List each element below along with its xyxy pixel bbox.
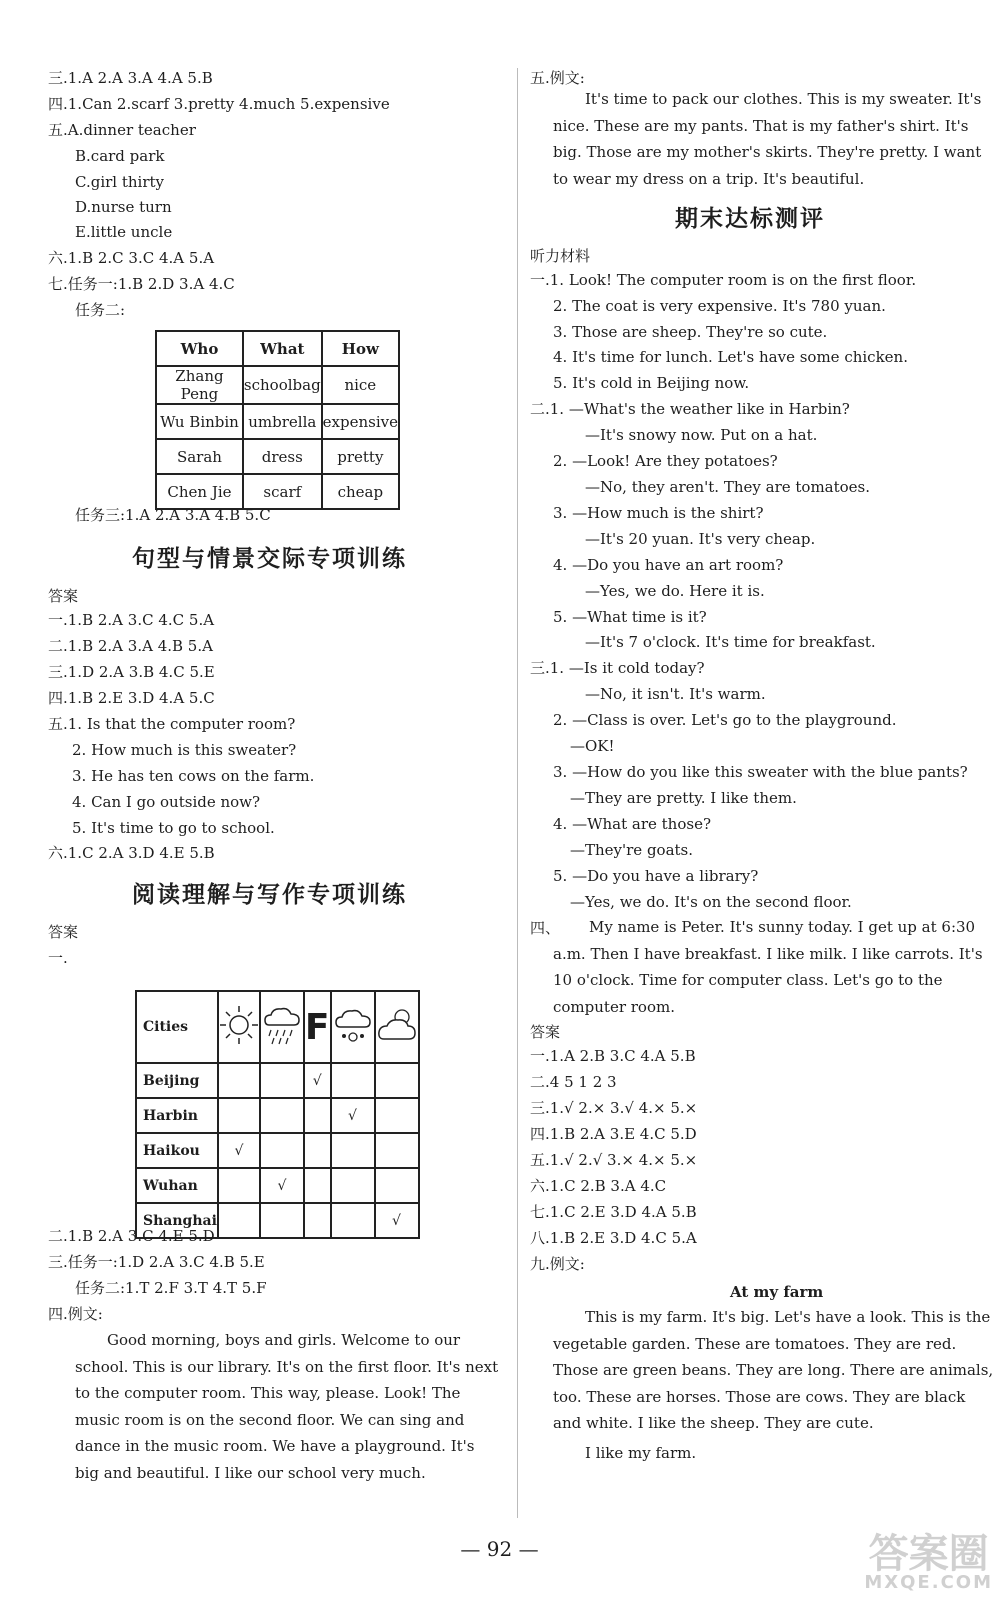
listening-line: 3. Those are sheep. They're so cute. (553, 323, 828, 341)
listening-line: 二.1. —What's the weather like in Harbin? (530, 400, 850, 418)
listening-line: —No, it isn't. It's warm. (585, 685, 766, 703)
listening-line: 4. —Do you have an art room? (553, 556, 784, 574)
answer-line: 四.1.B 2.A 3.E 4.C 5.D (530, 1125, 697, 1143)
city-name: Harbin (136, 1098, 218, 1133)
listening-line: 2. —Look! Are they potatoes? (553, 452, 778, 470)
cities-header: Cities (136, 991, 218, 1063)
table-header: What (243, 331, 322, 366)
check-cell (304, 1098, 331, 1133)
table-cell: dress (243, 439, 322, 474)
listening-paragraph: My name is Peter. It's sunny today. I get up at 6:30 a.m. Then I have breakfast. I like milk. I like carrots. It's 10 o'clock. Time for computer class. Let's go to the computer room. (553, 918, 983, 1016)
check-cell (260, 1203, 304, 1238)
answer-line: 四.例文: (48, 1305, 103, 1323)
listening-line: —They're goats. (570, 841, 694, 859)
check-cell (260, 1098, 304, 1133)
check-cell (375, 1098, 419, 1133)
answer-label: 答案 (48, 587, 79, 605)
check-cell (304, 1168, 331, 1203)
answer-label: 答案 (48, 923, 79, 941)
answer-label: 答案 (530, 1023, 561, 1041)
listening-line: 3. —How much is the shirt? (553, 504, 764, 522)
table-cell: Chen Jie (156, 474, 243, 509)
listening-line: 3. —How do you like this sweater with the blue pants? (553, 763, 968, 781)
check-cell (218, 1203, 260, 1238)
check-cell (218, 1168, 260, 1203)
answer-line: 五.1.√ 2.√ 3.× 4.× 5.× (530, 1151, 698, 1169)
snowy-icon (331, 991, 375, 1063)
answer-line: 任务二:1.T 2.F 3.T 4.T 5.F (75, 1279, 267, 1297)
listening-line: 一.1. Look! The computer room is on the first floor. (530, 271, 917, 289)
answer-line: 任务二: (75, 301, 126, 319)
table-header: Who (156, 331, 243, 366)
answer-line: 一. (48, 949, 68, 967)
section-title: 阅读理解与写作专项训练 (132, 882, 407, 908)
listening-line: 5. —Do you have a library? (553, 867, 759, 885)
check-cell (218, 1098, 260, 1133)
answer-line: 二.1.B 2.A 3.C 4.E 5.D (48, 1227, 215, 1245)
listening-line: 4. —What are those? (553, 815, 711, 833)
check-cell (331, 1133, 375, 1168)
answer-line: 七.1.C 2.E 3.D 4.A 5.B (530, 1203, 697, 1221)
table-cell: scarf (243, 474, 322, 509)
listening-line: —They are pretty. I like them. (570, 789, 797, 807)
section-title: 期末达标测评 (675, 206, 825, 232)
answer-line: 七.任务一:1.B 2.D 3.A 4.C (48, 275, 235, 293)
answer-line: 六.1.B 2.C 3.C 4.A 5.A (48, 249, 215, 267)
listening-line: —Yes, we do. It's on the second floor. (570, 893, 852, 911)
check-cell: √ (331, 1098, 375, 1133)
city-name: Haikou (136, 1133, 218, 1168)
answer-line: 2. How much is this sweater? (72, 741, 297, 759)
check-cell (260, 1063, 304, 1098)
check-cell (304, 1133, 331, 1168)
page-number: — 92 — (460, 1537, 539, 1561)
check-cell (331, 1203, 375, 1238)
answer-line: 二.1.B 2.A 3.A 4.B 5.A (48, 637, 213, 655)
table-cell: expensive (322, 404, 399, 439)
watermark-text: 答案圈 (868, 1531, 989, 1577)
essay-title: At my farm (730, 1283, 824, 1301)
answer-line: 二.4 5 1 2 3 (530, 1073, 617, 1091)
check-cell (304, 1203, 331, 1238)
check-cell (375, 1133, 419, 1168)
table-cell: pretty (322, 439, 399, 474)
answer-line: 任务三:1.A 2.A 3.A 4.B 5.C (75, 506, 271, 524)
city-name: Beijing (136, 1063, 218, 1098)
table-cell: Zhang Peng (156, 366, 243, 404)
listening-label: 听力材料 (530, 247, 591, 265)
answer-line: 五.1. Is that the computer room? (48, 715, 296, 733)
listening-line: 5. It's cold in Beijing now. (553, 374, 750, 392)
sunny-icon (218, 991, 260, 1063)
answer-line: 五.例文: (530, 69, 585, 87)
cloudy-icon (375, 991, 419, 1063)
answer-line: 一.1.A 2.B 3.C 4.A 5.B (530, 1047, 696, 1065)
check-cell (375, 1063, 419, 1098)
city-name: Wuhan (136, 1168, 218, 1203)
answer-line: 四.1.B 2.E 3.D 4.A 5.C (48, 689, 215, 707)
listening-line: 三.1. —Is it cold today? (530, 659, 705, 677)
listening-line: —OK! (570, 737, 615, 755)
answer-line: 九.例文: (530, 1255, 585, 1273)
answer-line: 一.1.B 2.A 3.C 4.C 5.A (48, 611, 215, 629)
essay-paragraph: Good morning, boys and girls. Welcome to our school. This is our library. It's on the first floor. It's next to the computer room. This way, please. Look! The music room is on the second floor. We can sing and dance in the music room. We have a playground. It's big and beautiful. I like our school very much. (75, 1331, 499, 1482)
check-cell (218, 1063, 260, 1098)
answer-line: 三.1.D 2.A 3.B 4.C 5.E (48, 663, 215, 681)
answer-line: B.card park (75, 147, 165, 165)
table-cell: schoolbag (243, 366, 322, 404)
listening-line: 4. It's time for lunch. Let's have some chicken. (553, 348, 908, 366)
listening-label: 四、 (530, 919, 561, 937)
answer-line: 八.1.B 2.E 3.D 4.C 5.A (530, 1229, 697, 1247)
column-divider (517, 68, 518, 1518)
city-name: Shanghai (136, 1203, 218, 1238)
rainy-icon (260, 991, 304, 1063)
table-cell: nice (322, 366, 399, 404)
check-cell (260, 1133, 304, 1168)
answer-line: E.little uncle (75, 223, 173, 241)
section-title: 句型与情景交际专项训练 (132, 546, 407, 572)
listening-line: —It's 7 o'clock. It's time for breakfast. (585, 633, 876, 651)
answer-line: 4. Can I go outside now? (72, 793, 261, 811)
essay-ending: I like my farm. (585, 1444, 697, 1462)
answer-line: 六.1.C 2.B 3.A 4.C (530, 1177, 667, 1195)
check-cell: √ (375, 1203, 419, 1238)
check-cell: √ (260, 1168, 304, 1203)
answer-line: D.nurse turn (75, 198, 172, 216)
weather-table (135, 990, 420, 1239)
answer-line: 3. He has ten cows on the farm. (72, 767, 315, 785)
listening-line: —It's 20 yuan. It's very cheap. (585, 530, 816, 548)
answer-line: 六.1.C 2.A 3.D 4.E 5.B (48, 844, 215, 862)
table-header: How (322, 331, 399, 366)
check-cell: √ (218, 1133, 260, 1168)
table-cell: umbrella (243, 404, 322, 439)
table-cell: cheap (322, 474, 399, 509)
example-paragraph: It's time to pack our clothes. This is my sweater. It's nice. These are my pants. That is my father's shirt. It's big. Those are my mother's skirts. They're pretty. I want to wear my dress on a trip. It's beautiful. (553, 90, 982, 188)
check-cell (375, 1168, 419, 1203)
listening-line: 2. —Class is over. Let's go to the playground. (553, 711, 897, 729)
answer-line: 三.任务一:1.D 2.A 3.C 4.B 5.E (48, 1253, 265, 1271)
listening-line: 5. —What time is it? (553, 608, 707, 626)
windy-icon: F (304, 991, 331, 1063)
watermark-url: MXQE.COM (864, 1572, 993, 1593)
check-cell (331, 1168, 375, 1203)
answer-line: C.girl thirty (75, 173, 165, 191)
answer-line: 五.A.dinner teacher (48, 121, 196, 139)
answer-line: 三.1.√ 2.× 3.√ 4.× 5.× (530, 1099, 698, 1117)
table-cell: Sarah (156, 439, 243, 474)
check-cell (331, 1063, 375, 1098)
listening-line: —No, they aren't. They are tomatoes. (585, 478, 871, 496)
listening-line: 2. The coat is very expensive. It's 780 yuan. (553, 297, 886, 315)
table-cell: Wu Binbin (156, 404, 243, 439)
essay-paragraph: This is my farm. It's big. Let's have a look. This is the vegetable garden. These are tomatoes. They are red. Those are green beans. They are long. There are animals, too. These are horses. Those are cows. They are black and white. I like the sheep. They are cute. (553, 1308, 994, 1432)
listening-line: —Yes, we do. Here it is. (585, 582, 765, 600)
answer-line: 四.1.Can 2.scarf 3.pretty 4.much 5.expensive (48, 95, 390, 113)
answer-line: 5. It's time to go to school. (72, 819, 275, 837)
check-cell: √ (304, 1063, 331, 1098)
who-what-how-table (155, 330, 400, 510)
watermark-logo (864, 1531, 993, 1593)
answer-line: 三.1.A 2.A 3.A 4.A 5.B (48, 69, 213, 87)
listening-line: —It's snowy now. Put on a hat. (585, 426, 818, 444)
